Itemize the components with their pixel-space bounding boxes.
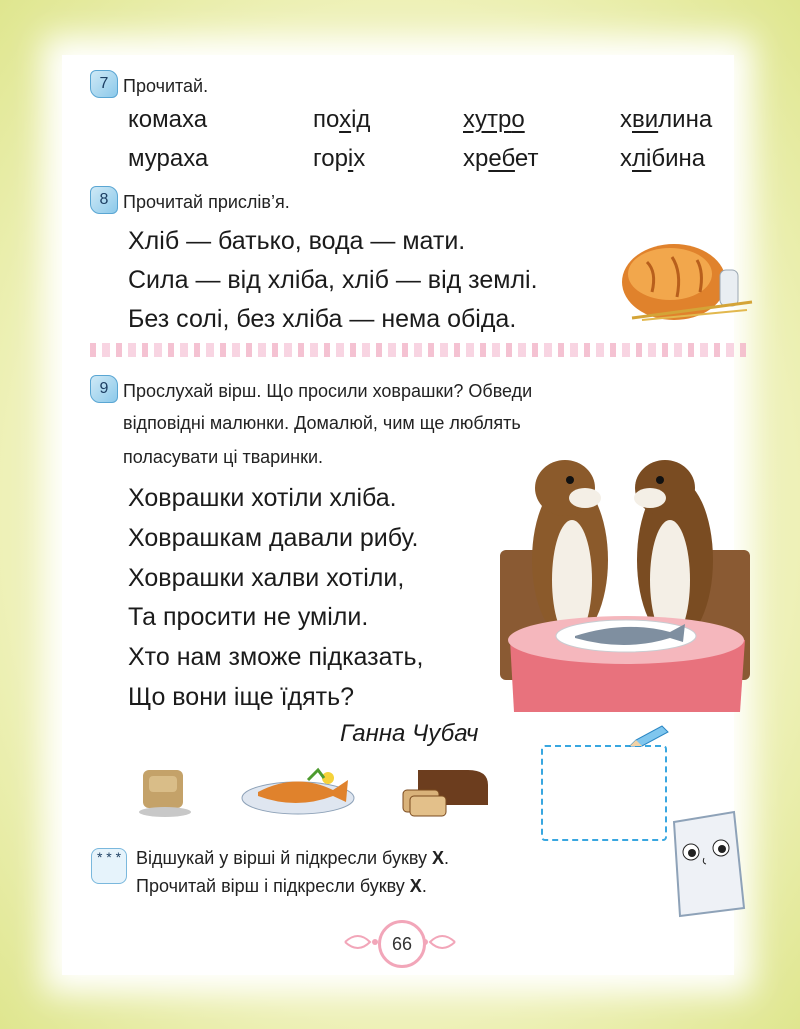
task7-word: хребет [463, 145, 539, 172]
poem-line: Що вони іще їдять? [128, 683, 355, 711]
poem-line: Та просити не уміли. [128, 603, 369, 631]
task7-instruction: Прочитай. [123, 76, 209, 96]
poem-line: Хто нам зможе підказать, [128, 643, 424, 671]
pencil-icon [626, 722, 672, 750]
poem-line: Ховрашкам давали рибу. [128, 524, 419, 552]
star-task-icon: * * * [91, 848, 127, 884]
letter-x: Х [409, 876, 422, 896]
proverb-line: Сила — від хліба, хліб — від землі. [128, 266, 538, 294]
fried-fish-illustration [238, 760, 358, 820]
task7-word: хвилина [620, 106, 713, 133]
proverb-line: Без солі, без хліба — нема обіда. [128, 305, 517, 333]
task-number-8: 8 [90, 186, 118, 214]
task9-instruction: Прослухай вірш. Що просили ховрашки? Обведи [123, 381, 533, 401]
ornament-divider [90, 343, 750, 357]
poem-author: Ганна Чубач [340, 720, 479, 747]
task-number-7: 7 [90, 70, 118, 98]
bread-loaf-illustration [612, 222, 758, 332]
task7-word: хлібина [620, 145, 706, 172]
gophers-at-table-illustration [500, 440, 752, 712]
task9-instruction: відповідні малюнки. Домалюй, чим ще люблять [123, 413, 521, 433]
task7-word: похід [313, 106, 371, 133]
poem-line: Ховрашки халви хотіли, [128, 564, 405, 592]
page-number: 66 [378, 920, 426, 968]
extra-task-line-1 [136, 848, 449, 869]
task9-instruction: поласувати ці тваринки. [123, 447, 324, 467]
extra-task-line-2-text: Прочитай вірш і підкресли букву [136, 876, 405, 896]
paper-character-illustration [666, 808, 748, 920]
bread-slices-illustration [398, 760, 498, 820]
halva-illustration [135, 756, 197, 818]
punct: . [421, 876, 427, 896]
task7-word: горіх [313, 145, 366, 172]
drawing-answer-box[interactable] [541, 745, 667, 841]
page-number-ornament [340, 912, 460, 972]
task7-word: мураха [128, 145, 209, 172]
extra-task-line-2 [136, 876, 427, 897]
letter-x: Х [432, 848, 445, 868]
task-number-9: 9 [90, 375, 118, 403]
task8-instruction: Прочитай прислів’я. [123, 192, 290, 212]
extra-task-line-1-text: Відшукай у вірші й підкресли букву [136, 848, 428, 868]
punct: . [444, 848, 450, 868]
task7-word: комаха [128, 106, 208, 133]
poem-line: Ховрашки хотіли хліба. [128, 484, 397, 512]
proverb-line: Хліб — батько, вода — мати. [128, 227, 466, 255]
task7-word: хутро [463, 106, 525, 133]
